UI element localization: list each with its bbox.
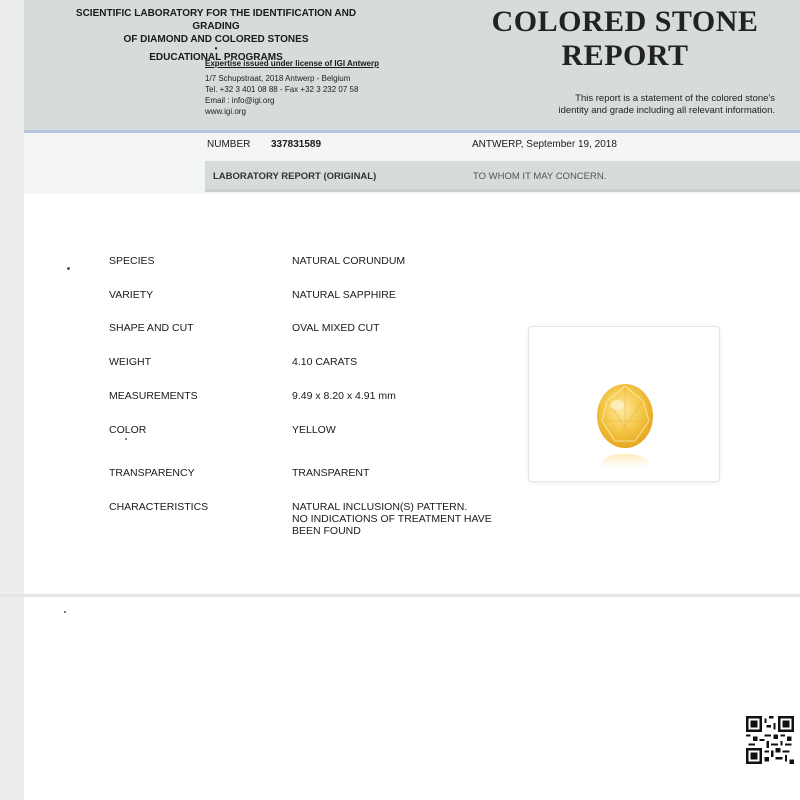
lab-title [66, 7, 366, 64]
color-label: COLOR [109, 424, 147, 436]
characteristics-value [292, 501, 492, 537]
report-description [480, 93, 775, 117]
measurements-label: MEASUREMENTS [109, 390, 198, 402]
measurements-value: 9.49 x 8.20 x 4.91 mm [292, 390, 396, 402]
report-place-date: ANTWERP, September 19, 2018 [472, 139, 617, 150]
characteristics-line1: NATURAL INCLUSION(S) PATTERN. [292, 501, 468, 513]
report-description-line1: This report is a statement of the colored stone's [575, 93, 775, 104]
characteristics-line2: NO INDICATIONS OF TREATMENT HAVE [292, 513, 492, 525]
lab-title-line2: OF DIAMOND AND COLORED STONES [123, 34, 309, 45]
variety-label: VARIETY [109, 289, 154, 301]
characteristics-label: CHARACTERISTICS [109, 501, 209, 513]
report-number-value: 337831589 [271, 139, 322, 150]
lab-title-line3: EDUCATIONAL PROGRAMS [149, 52, 283, 63]
report-title-line2: REPORT [561, 39, 689, 72]
paper-speck [67, 267, 70, 270]
website: www.igi.org [205, 107, 246, 116]
addressee: TO WHOM IT MAY CONCERN. [473, 171, 607, 182]
address: 1/7 Schupstraat, 2018 Antwerp - Belgium [205, 74, 351, 83]
expertise-note: Expertise issued under license of IGI Antwerp [205, 59, 379, 68]
bullet-icon: • [214, 44, 218, 53]
report-description-line2: identity and grade including all relevant information. [558, 105, 775, 116]
transparency-value: TRANSPARENT [292, 467, 370, 479]
report-number-label: NUMBER [207, 139, 251, 150]
characteristics-line3: BEEN FOUND [292, 525, 361, 537]
phone-fax: Tel. +32 3 401 08 88 - Fax +32 3 232 07 58 [205, 85, 359, 94]
paper-speck [64, 611, 66, 613]
report-lower-body [24, 597, 800, 800]
species-value: NATURAL CORUNDUM [292, 255, 406, 267]
species-label: SPECIES [109, 255, 155, 267]
gem-photo-frame [528, 326, 720, 482]
shape-cut-label: SHAPE AND CUT [109, 322, 194, 334]
qr-code-icon [746, 716, 794, 764]
transparency-label: TRANSPARENCY [109, 467, 195, 479]
report-title [470, 5, 780, 73]
email: Email : info@igi.org [205, 96, 275, 105]
lab-title-line1: SCIENTIFIC LABORATORY FOR THE IDENTIFICATION AND GRADING [75, 8, 357, 32]
variety-value: NATURAL SAPPHIRE [292, 289, 396, 301]
weight-label: WEIGHT [109, 356, 151, 368]
weight-value: 4.10 CARATS [292, 356, 358, 368]
paper-speck [125, 438, 127, 440]
header-divider [24, 130, 800, 133]
color-value: YELLOW [292, 424, 336, 436]
lab-report-label: LABORATORY REPORT (ORIGINAL) [213, 171, 377, 182]
report-title-line1: COLORED STONE [491, 5, 759, 38]
lab-report-band [205, 161, 800, 192]
gem-photo-icon [591, 377, 661, 477]
page-edge [0, 0, 24, 800]
shape-cut-value: OVAL MIXED CUT [292, 322, 380, 334]
contact-block [205, 73, 358, 117]
